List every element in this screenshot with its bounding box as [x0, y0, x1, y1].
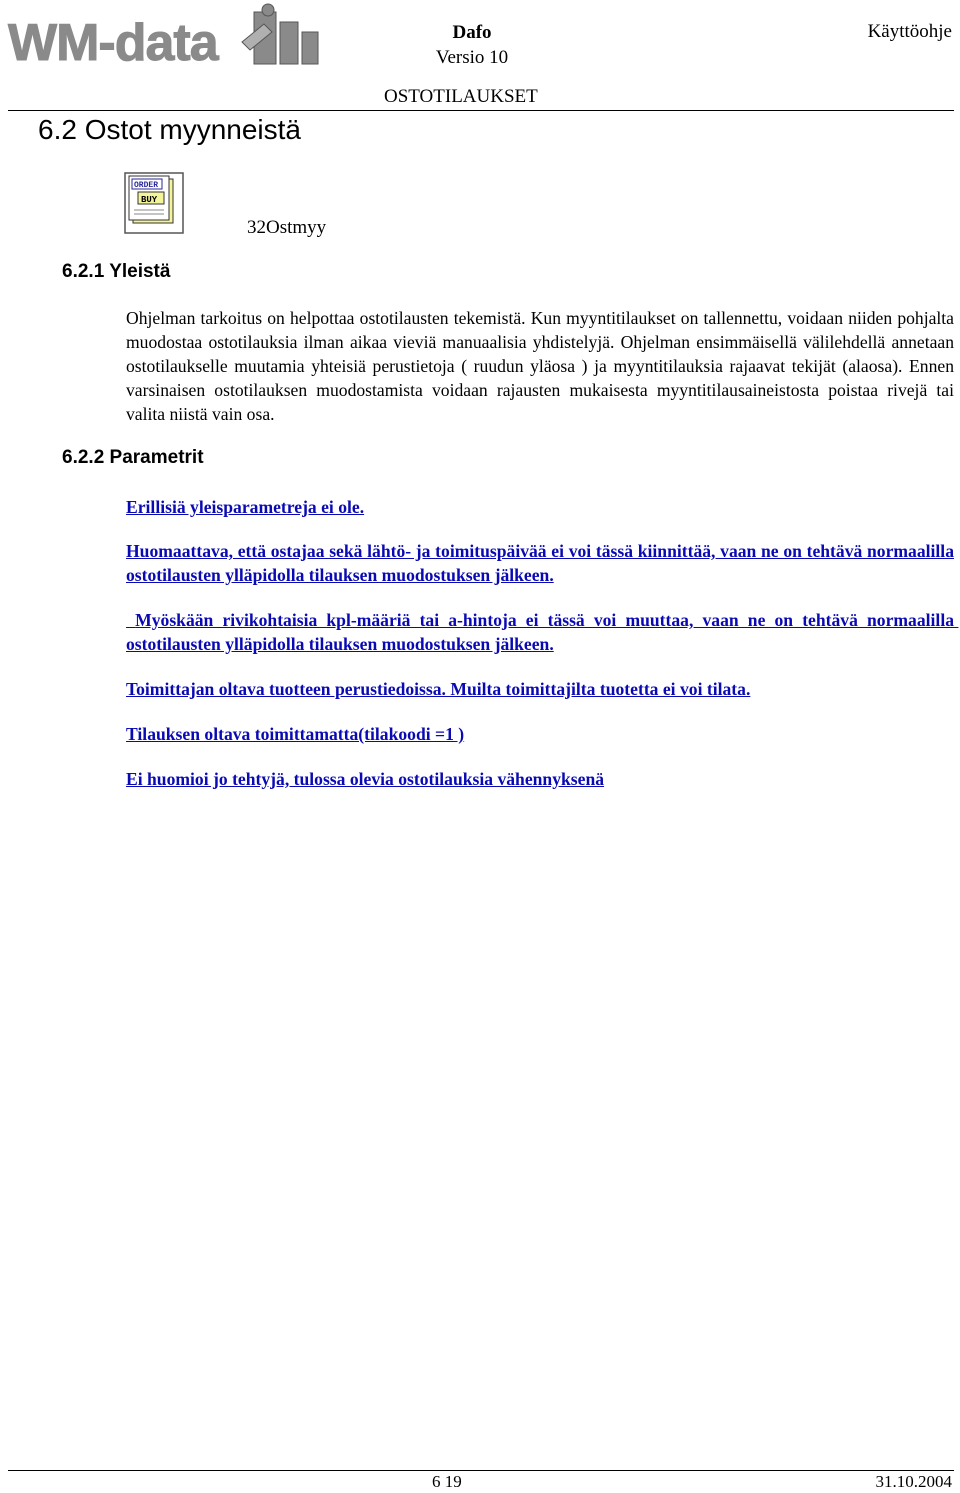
note-row-quantities[interactable]: Myöskään rivikohtaisia kpl-määriä tai a-hintoja ei tässä voi muuttaa, vaan ne on tehtävä normaalilla ostotilausten ylläpidolla tilauksen muodostuksen jälkeen. [126, 610, 959, 654]
product-version: Versio 10 [435, 47, 509, 68]
company-logo [6, 2, 322, 74]
icon-order-text: ORDER [134, 181, 159, 190]
logo-wordmark: WM-data [8, 14, 218, 72]
module-name: OSTOTILAUKSET [384, 86, 538, 107]
footer-date: 31.10.2004 [875, 1472, 952, 1491]
note-buyer-dates[interactable]: Huomaattava, että ostajaa sekä lähtö- ja toimituspäivää ei voi tässä kiinnittää, vaan ne on tehtävä normaalilla ostotilausten ylläpidolla tilauksen muodostuksen jälkeen. [126, 541, 954, 585]
page-number: 6 19 [432, 1472, 462, 1491]
order-buy-icon [124, 172, 184, 234]
icon-caption: 32Ostmyy [247, 217, 327, 238]
icon-buy-text: BUY [141, 195, 158, 205]
header-divider [8, 110, 954, 111]
doc-type: Käyttöohje [867, 21, 952, 42]
section-heading-yleista: 6.2.1 Yleistä [62, 261, 171, 282]
chapter-title: 6.2 Ostot myynneistä [38, 114, 302, 145]
product-name: Dafo [452, 22, 492, 43]
section-heading-parametrit: 6.2.2 Parametrit [62, 447, 204, 468]
footer-divider [8, 1470, 954, 1471]
note-no-general-params[interactable]: Erillisiä yleisparametreja ei ole. [126, 497, 365, 517]
note-order-status[interactable]: Tilauksen oltava toimittamatta(tilakoodi =1 ) [126, 724, 465, 744]
note-no-deduction[interactable]: Ei huomioi jo tehtyjä, tulossa olevia ostotilauksia vähennyksenä [126, 769, 605, 789]
note-supplier-required[interactable]: Toimittajan oltava tuotteen perustiedoissa. Muilta toimittajilta tuotetta ei voi tilata. [126, 679, 751, 699]
section-body-yleista: Ohjelman tarkoitus on helpottaa ostotilausten tekemistä. Kun myyntitilaukset on tallennettu, voidaan niiden pohjalta muodostaa ostotilauksia ilman aikaa vieviä manuaalisia yhdistelyjä. Ohjelman ensimmäisellä välilehdellä annetaan ostotilaukselle muutamia yhteisiä perustietoja ( ruudun yläosa ) ja myyntitilauksia rajaavat tekijät (alaosa). Ennen varsinaisen ostotilauksen muodostamista voidaan rajausten mukaisesta myyntitilausaineistosta poistaa rivejä tai valita niistä vain osa. [126, 308, 954, 424]
header-product-block [392, 20, 552, 70]
